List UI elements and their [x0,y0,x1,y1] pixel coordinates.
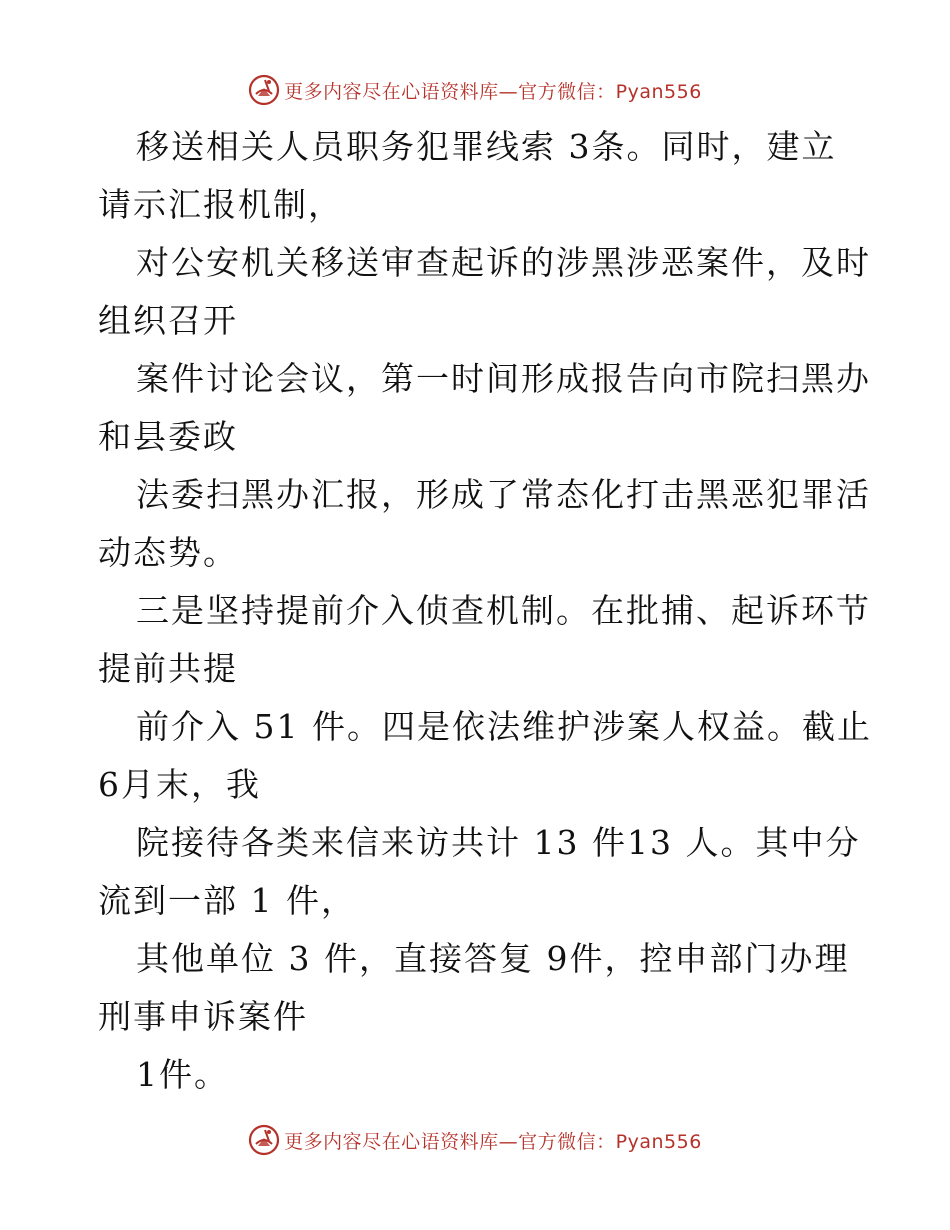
body-line: 案件讨论会议，第一时间形成报告向市院扫黑办 [136,359,871,398]
body-line: 6月末，我 [98,765,261,804]
body-line: 和县委政 [98,417,238,456]
book-quill-logo-icon [248,74,280,106]
header-banner [0,70,950,110]
body-line: 法委扫黑办汇报，形成了常态化打击黑恶犯罪活 [136,475,871,514]
footer-banner [0,1120,950,1160]
body-line: 移送相关人员职务犯罪线索 3条。同时，建立 [136,127,837,166]
book-quill-logo-icon [248,1124,280,1156]
body-line: 提前共提 [98,649,238,688]
header-banner-text: 更多内容尽在心语资料库—官方微信：Pyan556 [284,80,702,103]
body-line: 流到一部 1 件， [98,881,356,920]
body-line: 院接待各类来信来访共计 13 件13 人。其中分 [136,823,861,862]
body-line: 动态势。 [98,533,238,572]
body-line: 其他单位 3 件，直接答复 9件，控申部门办理 [136,939,850,978]
body-line: 刑事申诉案件 [98,997,308,1036]
body-line: 请示汇报机制， [98,185,343,224]
body-line: 前介入 51 件。四是依法维护涉案人权益。截止 [136,707,872,746]
body-line: 组织召开 [98,301,238,340]
footer-banner-text: 更多内容尽在心语资料库—官方微信：Pyan556 [284,1130,702,1153]
body-line: 三是坚持提前介入侦查机制。在批捕、起诉环节 [136,591,871,630]
body-line: 对公安机关移送审查起诉的涉黑涉恶案件，及时 [136,243,871,282]
body-line: 1件。 [136,1055,229,1094]
